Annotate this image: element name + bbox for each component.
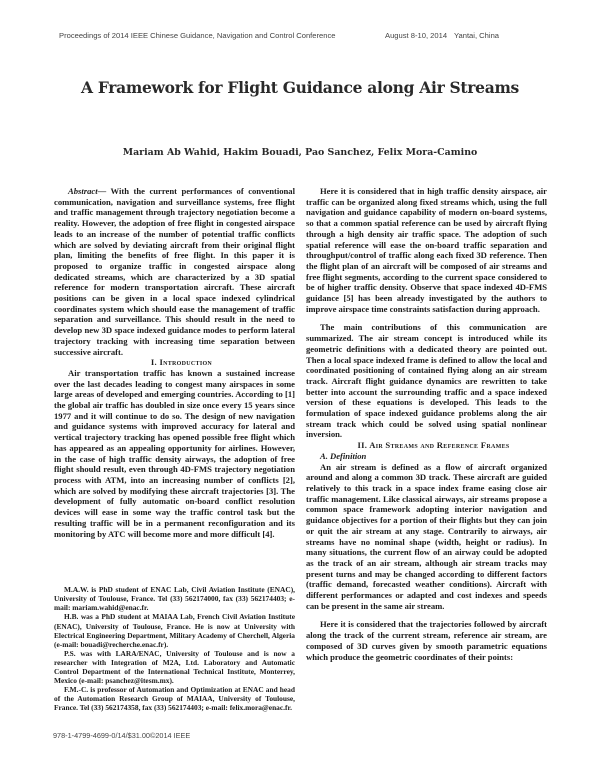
conference-name: Proceedings of 2014 IEEE Chinese Guidance, Navigation and Control Conference [59,31,336,40]
conference-location: Yantai, China [454,31,500,40]
body-paragraph: An air stream is defined as a flow of aircraft organized around and along a common 3D track. These aircraft are guided relatively to this track in a space index frame easing close air traffic management. Like classical airways, air streams propose a common space framework adopting interior navigation and guidance objectives for a portion of their flights but they can join or quit the air stream at any stage. Contrarily to airways, air streams have no nominal shape (width, height or radius). In many situations, the current flow of an airway could be adopted as the track of an air stream, although air stream tracks may present turns and may be changed according to different factors (traffic demand, forecasted weather conditions). Aircraft with different performances or adapted and cost indexes and speeds can be present in the same air stream. [306,461,547,611]
section-heading-air-streams: II. Air Streams and Reference Frames [357,440,510,451]
body-paragraph: Here it is considered that in high traffic density airspace, air traffic can be organized along fixed streams which, using the full navigation and guidance capability of modern on-board systems, so that a common spatial reference can be used by aircraft flying through a high density air traffic space. The adoption of such spatial reference will ease the on-board traffic separation and throughput/control of traffic along each fixed 3D reference. Then the flight plan of an aircraft will be composed of air streams and free flight segments, according to the current space considered to be of higher traffic density. Observe that space indexed 4D-FMS guidance [5] has been already investigated by the authors to improve airspace time constraints satisfaction during approach. [306,186,547,314]
section-heading-introduction: I. Introduction [150,357,213,368]
conference-date: August 8-10, 2014 [385,31,448,40]
footnote: P.S. was with LARA/ENAC, University of Toulouse and is now a researcher with Integration of M2A, Ltd. Laboratory and Automatic Control Department of the International Technical Institute, Monterrey, Mexico (e-mail: psanchez@itesm.mx). [54,648,295,686]
paper-title: A Framework for Flight Guidance along Air Streams [81,78,519,97]
footnote: H.B. was a PhD student at MAIAA Lab, French Civil Aviation Institute (ENAC), University of Toulouse, France. He is now at University with Electrical Engineering Department, Military Academy of Cherchell, Algeria (e-mail: bouadi@recherche.enac.fr). [54,612,295,649]
body-paragraph: Here it is considered that the trajectories followed by aircraft along the track of the current stream, reference air stream, are composed of 3D curves given by smooth parametric equations which produce the geometric coordinates of their points: [306,619,547,662]
abstract [54,186,295,357]
paper-authors: Mariam Ab Wahid, Hakim Bouadi, Pao Sanchez, Felix Mora-Camino [122,147,478,158]
body-paragraph: The main contributions of this communication are summarized. The air stream concept is introduced while its geometric definitions with a dedicated theory are pointed out. Then a local space indexed frame is defined to allow the local and coordinated positioning of contained flying along an air stream track. Aircraft flight guidance dynamics are rewritten to take better into account the surrounding traffic and a space indexed version of these equations is developed. This leads to the formulation of space indexed guidance problems along the air stream track which could be solved using spatial nonlinear inversion. [306,322,547,440]
subsection-heading-definition: A. Definition [320,450,367,461]
right-column [306,186,547,662]
conference-header [57,27,531,47]
footnote: F.M.-C. is professor of Automation and Optimization at ENAC and head of the Automation Research Group of MAIAA, University of Toulouse, France. Tel (33) 562174358, fax (33) 562174403; e-mail: felix.mora@enac.fr. [54,685,295,713]
footnotes [54,585,295,712]
abstract-text: With the current performances of conventional communication, navigation and surveillance systems, free flight and traffic management through trajectory negotiation become a reality. However, the adoption of free flight in congested airspace leads to an increase of the number of potential traffic conflicts which are solved by deviating aircraft from their original flight plan, limiting the benefits of free flight. In this paper it is proposed to organize traffic in congested airspace along dedicated streams, which are characterized by a 3D spatial reference for modern transportation aircraft. These aircraft positions can be given in a local space indexed cylindrical coordinates system which should ease the management of traffic separation and surveillance. This should result in the need to develop new 3D space indexed guidance modes to perform lateral trajectory tracking with increasing time separation between successive aircraft. [54,186,295,357]
left-column [54,186,295,713]
footnote: M.A.W. is PhD student of ENAC Lab, Civil Aviation Institute (ENAC), University of Toulouse, France. Tel (33) 562174000, fax (33) 562174403; e-mail: mariam.wahid@enac.fr. [54,585,295,613]
abstract-label: Abstract— [68,186,107,196]
intro-paragraph: Air transportation traffic has known a sustained increase over the last decades leading to congest many airspaces in some large areas of developed and emerging countries. According to [1] the global air traffic has doubled in size once every 15 years since 1977 and it will continue to do so. The design of new navigation and guidance systems with improved accuracy for lateral and vertical trajectory tracking has opened possible free flight which has appeared as an appealing opportunity for airlines. However, in the case of high traffic density airways, the adoption of free flight should result, even through 4D-FMS trajectory negotiation process with ATM, into an increasing number of conflicts [2], which are solved by modifying these aircraft trajectories [3]. The development of fully automatic on-board conflict resolution devices will ease in some way the traffic control task but the resulting traffic will be in a permanent reconfiguration and its monitoring by ATC will become more and more difficult [4]. [54,367,295,539]
copyright-footer [52,729,259,744]
copyright-text: 978-1-4799-4699-0/14/$31.00©2014 IEEE [53,731,191,740]
